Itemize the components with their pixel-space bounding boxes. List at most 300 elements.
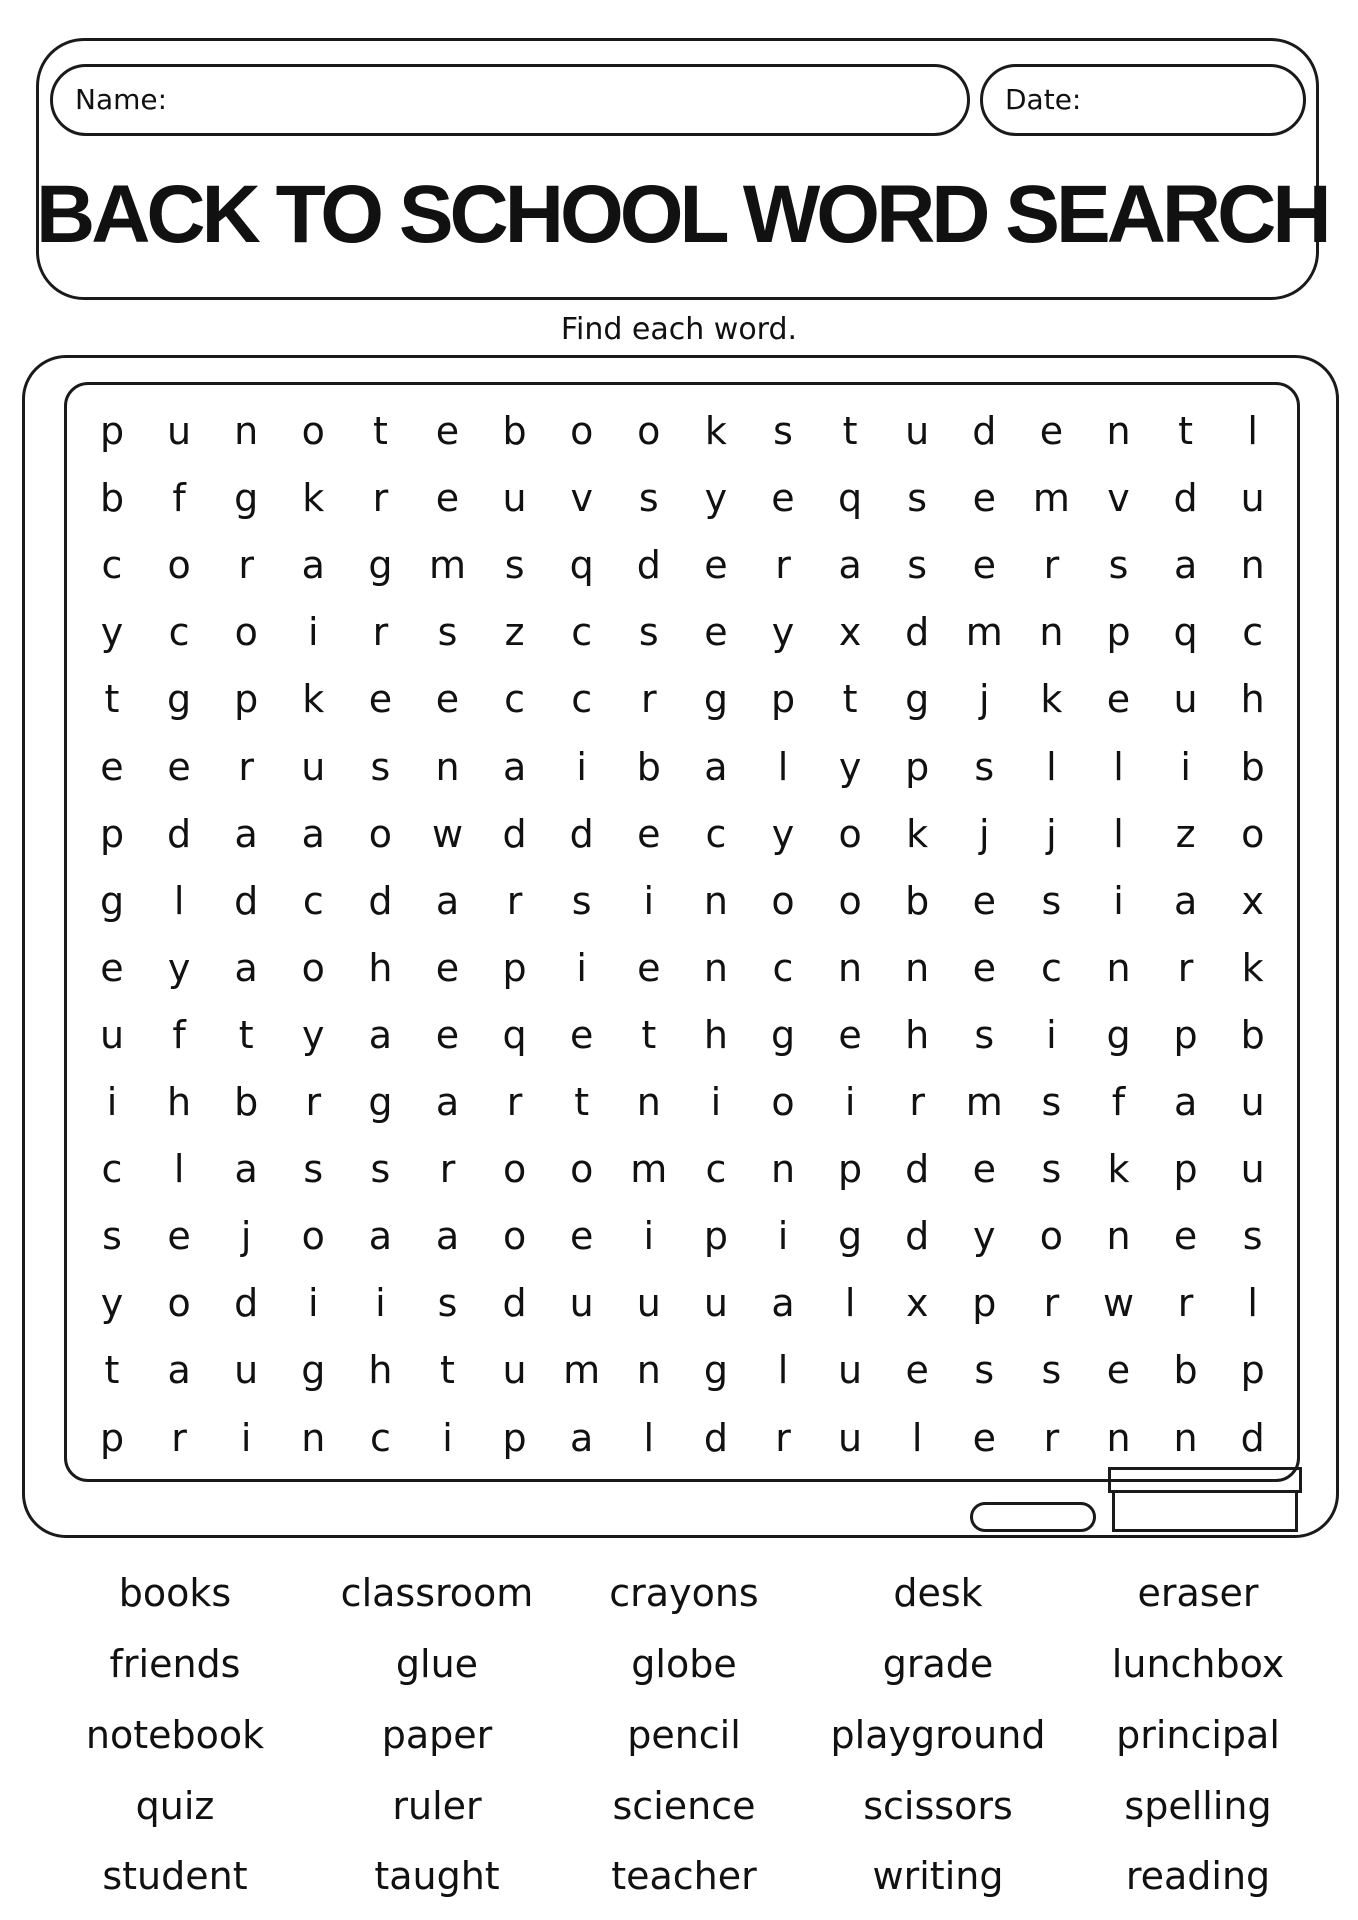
grid-letter[interactable]: i	[442, 1415, 453, 1460]
grid-letter[interactable]: a	[301, 811, 325, 856]
grid-letter[interactable]: p	[502, 945, 527, 990]
grid-letter[interactable]: s	[638, 476, 659, 521]
grid-letter[interactable]: b	[234, 1080, 259, 1124]
grid-letter[interactable]: e	[704, 610, 728, 655]
grid-letter[interactable]: l	[777, 744, 789, 789]
grid-letter[interactable]: l	[173, 1147, 185, 1192]
grid-letter[interactable]: x	[905, 1281, 929, 1326]
grid-letter[interactable]: e	[972, 945, 996, 990]
grid-letter[interactable]: e	[435, 945, 460, 990]
grid-letter[interactable]: e	[704, 543, 728, 588]
grid-letter[interactable]: s	[907, 543, 928, 588]
grid-letter[interactable]: k	[1241, 945, 1264, 990]
grid-letter[interactable]: p	[972, 1281, 997, 1326]
grid-letter[interactable]: b	[905, 878, 930, 923]
grid-letter[interactable]: o	[771, 878, 795, 923]
grid-letter[interactable]: g	[301, 1348, 326, 1393]
grid-letter[interactable]: b	[502, 409, 527, 453]
grid-letter[interactable]: e	[905, 1348, 929, 1393]
grid-letter[interactable]: s	[504, 543, 525, 588]
grid-letter[interactable]: i	[1113, 878, 1124, 923]
grid-letter[interactable]: r	[171, 1415, 187, 1460]
grid-letter[interactable]: e	[1106, 677, 1131, 722]
grid-letter[interactable]: a	[1173, 543, 1198, 588]
grid-letter[interactable]: j	[1046, 811, 1057, 856]
grid-letter[interactable]: p	[1106, 610, 1131, 655]
grid-letter[interactable]: t	[574, 1080, 590, 1124]
grid-letter[interactable]: y	[771, 610, 795, 655]
grid-letter[interactable]: d	[234, 878, 259, 923]
grid-letter[interactable]: e	[771, 476, 795, 521]
grid-letter[interactable]: r	[305, 1080, 322, 1124]
grid-letter[interactable]: m	[563, 1348, 601, 1393]
grid-letter[interactable]: p	[770, 677, 796, 722]
grid-letter[interactable]: g	[167, 677, 192, 722]
grid-letter[interactable]: r	[909, 1080, 925, 1124]
word-list-item: glue	[395, 1642, 479, 1686]
grid-letter[interactable]: c	[705, 1147, 727, 1192]
grid-letter[interactable]: u	[234, 1348, 259, 1393]
grid-letter[interactable]: d	[905, 1214, 930, 1259]
grid-letter[interactable]: k	[704, 409, 727, 453]
grid-letter[interactable]: a	[435, 878, 460, 923]
grid-letter[interactable]: e	[1039, 409, 1064, 453]
grid-letter[interactable]: s	[974, 1012, 995, 1057]
grid-letter[interactable]: e	[972, 1147, 996, 1192]
grid-letter[interactable]: h	[368, 945, 393, 990]
grid-letter[interactable]: a	[771, 1281, 795, 1326]
grid-letter[interactable]: p	[703, 1214, 728, 1259]
grid-letter[interactable]: n	[838, 945, 863, 990]
grid-letter[interactable]: d	[368, 878, 393, 923]
grid-letter[interactable]: o	[167, 543, 191, 588]
grid-letter[interactable]: s	[1041, 878, 1062, 923]
grid-letter[interactable]: h	[167, 1080, 192, 1124]
grid-letter[interactable]: a	[234, 945, 258, 990]
grid-letter[interactable]: e	[637, 945, 661, 990]
grid-letter[interactable]: c	[705, 811, 727, 856]
grid-letter[interactable]: i	[1046, 1012, 1057, 1057]
grid-letter[interactable]: a	[368, 1214, 393, 1259]
grid-letter[interactable]: n	[770, 1147, 796, 1192]
grid-letter[interactable]: p	[1240, 1348, 1265, 1393]
grid-letter[interactable]: y	[100, 1281, 124, 1326]
grid-letter[interactable]: o	[301, 409, 325, 453]
grid-letter[interactable]: e	[167, 744, 191, 789]
grid-letter[interactable]: e	[569, 1012, 594, 1057]
grid-letter[interactable]: s	[303, 1147, 324, 1192]
grid-letter[interactable]: t	[238, 1012, 254, 1057]
grid-letter[interactable]: p	[502, 1415, 527, 1460]
grid-letter[interactable]: e	[637, 811, 661, 856]
grid-letter[interactable]: r	[372, 610, 389, 655]
grid-letter[interactable]: s	[773, 409, 793, 453]
grid-letter[interactable]: c	[1040, 945, 1062, 990]
grid-letter[interactable]: s	[974, 744, 995, 789]
grid-letter[interactable]: x	[1241, 878, 1264, 923]
grid-letter[interactable]: s	[1108, 543, 1129, 588]
grid-letter[interactable]: n	[1039, 610, 1064, 655]
grid-letter[interactable]: l	[1113, 811, 1124, 856]
grid-letter[interactable]: x	[838, 610, 862, 655]
grid-letter[interactable]: a	[1173, 1080, 1198, 1124]
grid-letter[interactable]: t	[104, 1348, 120, 1393]
grid-letter[interactable]: y	[167, 945, 191, 990]
grid-letter[interactable]: u	[838, 1415, 863, 1460]
grid-letter[interactable]: d	[502, 811, 527, 856]
grid-letter[interactable]: r	[1043, 1281, 1060, 1326]
grid-letter[interactable]: y	[771, 811, 795, 856]
grid-letter[interactable]: y	[973, 1214, 996, 1259]
grid-letter[interactable]: e	[972, 878, 996, 923]
grid-letter[interactable]: r	[775, 543, 791, 588]
grid-letter[interactable]: c	[571, 610, 593, 655]
grid-letter[interactable]: r	[439, 1147, 456, 1192]
grid-letter[interactable]: l	[911, 1415, 923, 1460]
grid-letter[interactable]: e	[1173, 1214, 1198, 1259]
grid-letter[interactable]: n	[1106, 1214, 1131, 1259]
grid-letter[interactable]: k	[302, 677, 325, 722]
grid-letter[interactable]: g	[368, 543, 393, 588]
grid-letter[interactable]: o	[570, 409, 594, 453]
word-list-item: classroom	[340, 1571, 534, 1615]
grid-letter[interactable]: i	[375, 1281, 386, 1326]
grid-letter[interactable]: c	[369, 1415, 391, 1460]
grid-letter[interactable]: n	[1106, 1415, 1131, 1460]
grid-letter[interactable]: r	[238, 744, 254, 789]
grid-letter[interactable]: d	[703, 1415, 728, 1460]
grid-letter[interactable]: e	[972, 476, 996, 521]
grid-letter[interactable]: i	[240, 1415, 252, 1460]
grid-letter[interactable]: n	[1240, 543, 1265, 588]
grid-letter[interactable]: n	[636, 1348, 661, 1393]
grid-letter[interactable]: w	[1102, 1281, 1135, 1326]
grid-letter[interactable]: s	[1041, 1080, 1062, 1124]
word-list-item: scissors	[863, 1784, 1013, 1828]
grid-letter[interactable]: l	[777, 1348, 789, 1393]
grid-letter[interactable]: r	[372, 476, 389, 521]
word-list-item: principal	[1116, 1713, 1280, 1757]
grid-letter[interactable]: t	[440, 1348, 455, 1393]
grid-letter[interactable]: y	[100, 610, 124, 655]
grid-letter[interactable]: e	[100, 744, 124, 789]
grid-letter[interactable]: m	[630, 1147, 668, 1192]
grid-letter[interactable]: n	[435, 744, 460, 789]
grid-letter[interactable]: a	[838, 543, 862, 588]
date-field[interactable]	[980, 64, 1306, 136]
grid-letter[interactable]: k	[1040, 677, 1063, 722]
grid-letter[interactable]: a	[570, 1415, 594, 1460]
grid-letter[interactable]: p	[905, 744, 930, 789]
grid-letter[interactable]: m	[428, 543, 467, 588]
grid-letter[interactable]: h	[368, 1348, 393, 1393]
grid-letter[interactable]: a	[435, 1080, 460, 1124]
grid-letter[interactable]: c	[168, 610, 190, 655]
grid-letter[interactable]: c	[571, 677, 593, 722]
grid-letter[interactable]: s	[638, 610, 659, 655]
grid-letter[interactable]: i	[844, 1080, 856, 1124]
grid-letter[interactable]: a	[368, 1012, 393, 1057]
grid-letter[interactable]: j	[240, 1214, 252, 1259]
instruction-text: Find each word.	[560, 312, 798, 347]
grid-letter[interactable]: d	[502, 1281, 527, 1326]
grid-letter[interactable]: t	[372, 409, 388, 453]
grid-letter[interactable]: d	[167, 811, 192, 856]
grid-letter[interactable]: y	[838, 744, 862, 789]
grid-letter[interactable]: e	[569, 1214, 594, 1259]
grid-letter[interactable]: t	[1178, 409, 1194, 453]
grid-letter[interactable]: v	[570, 476, 593, 521]
word-list-item: taught	[374, 1854, 500, 1898]
grid-letter[interactable]: g	[1106, 1012, 1131, 1057]
grid-letter[interactable]: j	[979, 677, 990, 722]
grid-letter[interactable]: i	[643, 1214, 655, 1259]
grid-letter[interactable]: g	[905, 677, 930, 722]
grid-letter[interactable]: d	[569, 811, 594, 856]
grid-letter[interactable]: l	[1113, 744, 1124, 789]
grid-letter[interactable]: t	[104, 677, 120, 722]
grid-letter[interactable]: h	[1240, 677, 1265, 722]
grid-letter[interactable]: i	[1180, 744, 1191, 789]
grid-letter[interactable]: u	[167, 409, 192, 453]
grid-letter[interactable]: s	[974, 1348, 995, 1393]
word-list-item: pencil	[627, 1713, 741, 1757]
grid-letter[interactable]: o	[301, 1214, 325, 1259]
grid-letter[interactable]: e	[972, 1415, 996, 1460]
grid-letter[interactable]: y	[704, 476, 728, 521]
grid-letter[interactable]: d	[905, 1147, 930, 1192]
grid-letter[interactable]: i	[576, 945, 587, 990]
grid-letter[interactable]: t	[641, 1012, 657, 1057]
grid-letter[interactable]: u	[1240, 1147, 1265, 1192]
grid-letter[interactable]: o	[301, 945, 325, 990]
grid-letter[interactable]: u	[636, 1281, 661, 1326]
grid-letter[interactable]: p	[99, 409, 125, 453]
grid-letter[interactable]: r	[506, 878, 523, 923]
grid-letter[interactable]: s	[437, 610, 458, 655]
grid-letter[interactable]: z	[504, 610, 525, 655]
grid-letter[interactable]: u	[905, 409, 930, 453]
grid-letter[interactable]: s	[571, 878, 592, 923]
grid-letter[interactable]: e	[368, 677, 393, 722]
grid-letter[interactable]: o	[502, 1214, 527, 1259]
grid-letter[interactable]: k	[906, 811, 929, 856]
grid-letter[interactable]: s	[437, 1281, 458, 1326]
grid-letter[interactable]: u	[1173, 677, 1198, 722]
word-list-item: playground	[830, 1713, 1046, 1757]
grid-letter[interactable]: a	[234, 1147, 258, 1192]
grid-letter[interactable]: a	[234, 811, 258, 856]
grid-letter[interactable]: l	[1046, 744, 1057, 789]
grid-letter[interactable]: k	[1107, 1147, 1130, 1192]
grid-letter[interactable]: g	[838, 1214, 863, 1259]
grid-letter[interactable]: f	[172, 1012, 186, 1057]
grid-letter[interactable]: s	[907, 476, 928, 521]
grid-letter[interactable]: r	[1043, 1415, 1060, 1460]
grid-letter[interactable]: f	[1111, 1080, 1126, 1124]
grid-letter[interactable]: t	[842, 409, 858, 453]
grid-letter[interactable]: l	[1247, 409, 1258, 453]
grid-letter[interactable]: g	[770, 1012, 796, 1057]
grid-letter[interactable]: n	[703, 945, 728, 990]
grid-letter[interactable]: g	[703, 1348, 728, 1393]
grid-letter[interactable]: p	[99, 811, 125, 856]
grid-letter[interactable]: u	[1240, 1080, 1265, 1124]
grid-letter[interactable]: q	[569, 543, 594, 588]
name-field[interactable]	[50, 64, 970, 136]
grid-letter[interactable]: i	[308, 1281, 319, 1326]
grid-letter[interactable]: l	[643, 1415, 655, 1460]
grid-letter[interactable]: o	[838, 811, 862, 856]
grid-letter[interactable]: o	[234, 610, 258, 655]
grid-letter[interactable]: n	[301, 1415, 326, 1460]
grid-letter[interactable]: o	[1241, 811, 1265, 856]
grid-letter[interactable]: z	[1175, 811, 1196, 856]
grid-letter[interactable]: b	[99, 476, 125, 521]
grid-letter[interactable]: c	[302, 878, 324, 923]
grid-letter[interactable]: o	[771, 1080, 795, 1124]
grid-letter[interactable]: r	[775, 1415, 791, 1460]
grid-letter[interactable]: e	[435, 1012, 460, 1057]
grid-letter[interactable]: p	[1173, 1012, 1198, 1057]
grid-letter[interactable]: s	[370, 1147, 391, 1192]
grid-letter[interactable]: d	[234, 1281, 259, 1326]
grid-letter[interactable]: d	[636, 543, 661, 588]
grid-letter[interactable]: d	[972, 409, 997, 453]
grid-letter[interactable]: y	[302, 1012, 325, 1057]
grid-letter[interactable]: j	[979, 811, 990, 856]
grid-letter[interactable]: l	[173, 878, 185, 923]
grid-letter[interactable]: n	[636, 1080, 661, 1124]
grid-letter[interactable]: u	[703, 1281, 728, 1326]
grid-letter[interactable]: o	[637, 409, 661, 453]
grid-letter[interactable]: r	[640, 677, 657, 722]
grid-letter[interactable]: p	[838, 1147, 863, 1192]
grid-letter[interactable]: u	[502, 476, 527, 521]
grid-letter[interactable]: i	[710, 1080, 722, 1124]
grid-letter[interactable]: s	[1242, 1214, 1263, 1259]
grid-letter[interactable]: e	[1106, 1348, 1131, 1393]
grid-letter[interactable]: b	[636, 744, 661, 789]
grid-letter[interactable]: u	[838, 1348, 863, 1393]
grid-letter[interactable]: e	[167, 1214, 191, 1259]
grid-letter[interactable]: a	[435, 1214, 460, 1259]
grid-letter[interactable]: i	[308, 610, 319, 655]
grid-letter[interactable]: n	[234, 409, 259, 453]
grid-letter[interactable]: u	[301, 744, 326, 789]
grid-letter[interactable]: p	[1173, 1147, 1198, 1192]
grid-letter[interactable]: o	[368, 811, 393, 856]
grid-letter[interactable]: o	[1039, 1214, 1064, 1259]
word-list-item: grade	[882, 1642, 994, 1686]
grid-letter[interactable]: e	[100, 945, 124, 990]
grid-letter[interactable]: m	[965, 610, 1003, 655]
grid-letter[interactable]: i	[106, 1080, 118, 1124]
grid-letter[interactable]: a	[1173, 878, 1198, 923]
grid-letter[interactable]: i	[643, 878, 655, 923]
grid-letter[interactable]: e	[435, 476, 460, 521]
grid-letter[interactable]: r	[1177, 1281, 1194, 1326]
grid-letter[interactable]: n	[1106, 409, 1131, 453]
grid-letter[interactable]: b	[1173, 1348, 1198, 1393]
grid-letter[interactable]: c	[772, 945, 794, 990]
grid-letter[interactable]: p	[234, 677, 259, 722]
grid-letter[interactable]: u	[1240, 476, 1265, 521]
grid-letter[interactable]: g	[368, 1080, 393, 1124]
grid-letter[interactable]: r	[1043, 543, 1060, 588]
grid-letter[interactable]: b	[1240, 744, 1265, 789]
grid-letter[interactable]: n	[703, 878, 728, 923]
grid-letter[interactable]: o	[838, 878, 862, 923]
grid-letter[interactable]: b	[1240, 1012, 1265, 1057]
grid-letter[interactable]: o	[502, 1147, 527, 1192]
grid-letter[interactable]: s	[102, 1214, 122, 1259]
grid-letter[interactable]: e	[972, 543, 996, 588]
grid-letter[interactable]: r	[1177, 945, 1194, 990]
grid-letter[interactable]: q	[1173, 610, 1198, 655]
grid-letter[interactable]: a	[301, 543, 325, 588]
grid-letter[interactable]: q	[838, 476, 863, 521]
grid-letter[interactable]: r	[238, 543, 254, 588]
grid-letter[interactable]: r	[506, 1080, 523, 1124]
grid-letter[interactable]: d	[1173, 476, 1198, 521]
grid-letter[interactable]: c	[101, 543, 123, 588]
grid-letter[interactable]: g	[234, 476, 259, 521]
grid-letter[interactable]: e	[838, 1012, 862, 1057]
grid-letter[interactable]: i	[576, 744, 587, 789]
grid-letter[interactable]: q	[502, 1012, 527, 1057]
grid-letter[interactable]: d	[1240, 1415, 1265, 1460]
grid-letter[interactable]: a	[167, 1348, 191, 1393]
grid-letter[interactable]: e	[435, 677, 460, 722]
grid-letter[interactable]: k	[302, 476, 325, 521]
grid-letter[interactable]: h	[905, 1012, 930, 1057]
grid-letter[interactable]: u	[502, 1348, 527, 1393]
grid-letter[interactable]: v	[1107, 476, 1130, 521]
grid-letter[interactable]: e	[435, 409, 460, 453]
grid-letter[interactable]: n	[1106, 945, 1131, 990]
grid-letter[interactable]: a	[704, 744, 728, 789]
grid-letter[interactable]: c	[101, 1147, 123, 1192]
grid-letter[interactable]: o	[570, 1147, 594, 1192]
grid-letter[interactable]: s	[1041, 1348, 1062, 1393]
grid-letter[interactable]: h	[703, 1012, 728, 1057]
grid-letter[interactable]: g	[703, 677, 728, 722]
grid-letter[interactable]: m	[1032, 476, 1070, 521]
grid-letter[interactable]: s	[370, 744, 391, 789]
grid-letter[interactable]: c	[1242, 610, 1264, 655]
grid-letter[interactable]: n	[905, 945, 930, 990]
grid-letter[interactable]: m	[965, 1080, 1003, 1124]
name-label: Name:	[75, 83, 168, 116]
grid-letter[interactable]: u	[99, 1012, 125, 1057]
grid-letter[interactable]: n	[1173, 1415, 1198, 1460]
grid-letter[interactable]: o	[167, 1281, 191, 1326]
grid-letter[interactable]: s	[1041, 1147, 1062, 1192]
grid-letter[interactable]: i	[777, 1214, 789, 1259]
grid-letter[interactable]: u	[569, 1281, 594, 1326]
grid-letter[interactable]: w	[431, 811, 464, 856]
grid-letter[interactable]: t	[842, 677, 858, 722]
grid-letter[interactable]: l	[844, 1281, 856, 1326]
grid-letter[interactable]: c	[504, 677, 526, 722]
grid-letter[interactable]: l	[1247, 1281, 1258, 1326]
grid-letter[interactable]: f	[172, 476, 186, 521]
grid-letter[interactable]: d	[905, 610, 930, 655]
grid-letter[interactable]: p	[99, 1415, 125, 1460]
grid-letter[interactable]: a	[502, 744, 527, 789]
grid-letter[interactable]: g	[99, 878, 125, 923]
